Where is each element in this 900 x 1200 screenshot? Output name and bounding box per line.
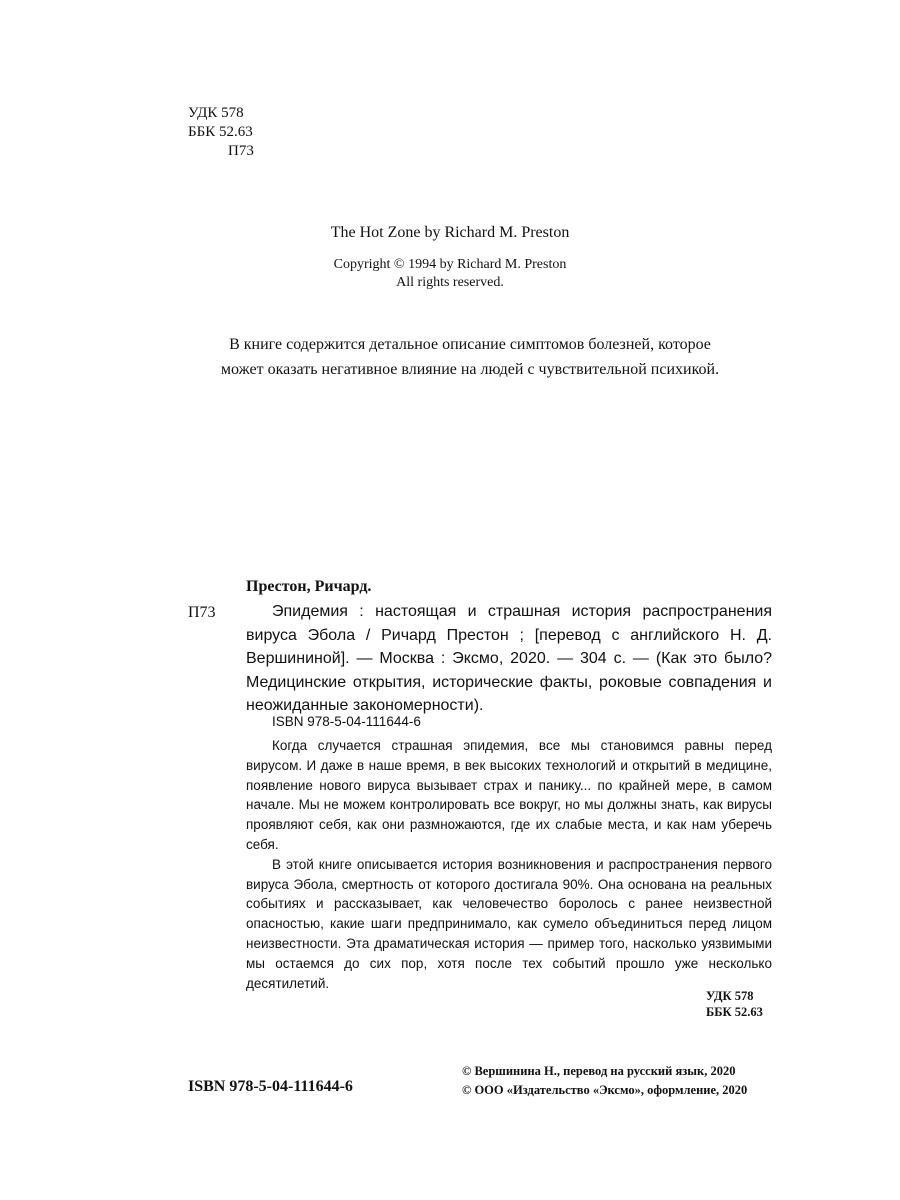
annotation-paragraph-2: В этой книге описывается история возникновения и распространения первого вируса Эбола, смертность от которого достигала 90%. Она основана на реальных событиях и рассказывает, как человечество боролось с ранее неизвестной опасностью, какие шаги предпринимало, как сумело объединиться перед лицом неизвестности. Эта драматическая история — пример того, насколько уязвимыми мы остаемся до сих пор, хотя после тех событий прошло уже несколько десятилетий.	[246, 856, 772, 991]
warning-line-1: В книге содержится детальное описание симптомов болезней, которое	[229, 336, 711, 353]
design-copyright: © ООО «Издательство «Эксмо», оформление, 2020	[462, 1082, 748, 1097]
content-warning	[160, 332, 780, 382]
footer-copyrights	[462, 1062, 747, 1099]
author-mark: П73	[228, 143, 254, 159]
copyright-line: Copyright © 1994 by Richard M. Preston	[333, 257, 567, 272]
bibliographic-record: Эпидемия : настоящая и страшная история распространения вируса Эбола / Ричард Престон ; [перевод с английского Н. Д. Вершининой]. — Москва : Эксмо, 2020. — 304 с. — (Как это было? Медицинские открытия, исторические факты, роковые совпадения и неожиданные закономерности).	[246, 603, 772, 714]
catalog-classification	[706, 988, 763, 1020]
catalog-udk: УДК 578	[706, 989, 754, 1003]
translation-copyright: © Вершинина Н., перевод на русский язык, 2020	[462, 1064, 736, 1078]
original-title: The Hot Zone by Richard M. Preston	[330, 224, 570, 241]
annotation	[246, 736, 772, 993]
catalog-author: Престон, Ричард.	[246, 578, 372, 595]
warning-line-2: может оказать негативное влияние на людей с чувствительной психикой.	[220, 361, 720, 378]
catalog-description	[246, 600, 772, 718]
annotation-paragraph-1: Когда случается страшная эпидемия, все мы становимся равны перед вирусом. И даже в наше время, в век высоких технологий и открытий в медицине, появление нового вируса вызывает страх и панику... по крайней мере, в самом начале. Мы не можем контролировать все вокруг, но мы должны знать, как вирусы проявляют себя, как они размножаются, где их слабые места, и как нам уберечь себя.	[246, 738, 772, 852]
original-copyright	[0, 256, 900, 292]
rights-line: All rights reserved.	[396, 275, 504, 290]
footer-isbn: ISBN 978-5-04-111644-6	[188, 1078, 353, 1095]
catalog-bbk: ББК 52.63	[706, 1005, 763, 1019]
catalog-call-number: П73	[188, 604, 216, 621]
udk-code: УДК 578	[188, 105, 244, 121]
classification-codes	[188, 104, 254, 161]
bbk-code: ББК 52.63	[188, 124, 253, 140]
catalog-isbn: ISBN 978-5-04-111644-6	[272, 714, 421, 729]
